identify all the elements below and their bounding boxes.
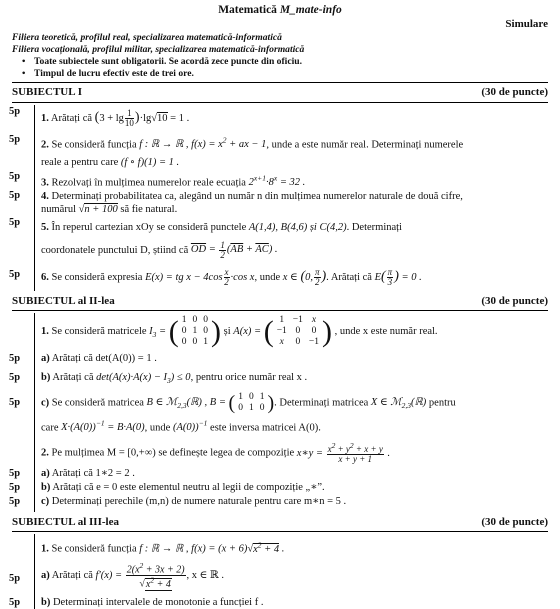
problem-1-1 xyxy=(9,105,548,133)
exam-page xyxy=(9,0,548,609)
problem-1-6 xyxy=(9,260,548,291)
item-tail: . Determinați matricea xyxy=(274,397,369,409)
problem-2-1a xyxy=(9,348,548,365)
section-3-items xyxy=(9,534,548,608)
problem-number: 2. xyxy=(41,447,49,459)
problem-2-2a xyxy=(9,464,548,480)
points: 5p xyxy=(9,217,21,229)
points: 5p xyxy=(9,496,21,508)
problem-text-2: , unde a este număr real. Determinați numerele xyxy=(266,139,464,151)
problem-number: 6. xyxy=(41,271,49,283)
item-line-2b: , unde xyxy=(144,422,171,434)
formula: $2^{x+1}\cdot 8^x = 32$ . xyxy=(248,173,306,189)
item-label: a) xyxy=(41,468,50,480)
problem-3-1a xyxy=(9,556,548,590)
item-tail-2: pentru xyxy=(428,397,456,409)
formula: X ∈ ℳ$_{2,3}$(ℝ) xyxy=(370,397,429,411)
problem-number: 3. xyxy=(41,177,49,189)
section-2-header xyxy=(12,295,548,309)
section-1-title: SUBIECTUL I xyxy=(12,86,83,99)
item-text: Se consideră matricea xyxy=(51,397,144,409)
problem-text-3: coordonatele punctului D, știind că xyxy=(41,244,189,256)
item-text: Arătați că xyxy=(52,372,94,384)
problem-number: 1. xyxy=(41,326,49,338)
section-1-items xyxy=(9,105,548,291)
problem-text: Pe mulțimea M = [0,+∞) se definește legea de compoziție xyxy=(51,447,295,459)
section-3-points: (30 de puncte) xyxy=(481,515,548,528)
points: 5p xyxy=(9,482,21,494)
problem-text-2: . Determinați xyxy=(346,222,402,234)
points: 5p xyxy=(9,372,21,384)
section-2-points: (30 de puncte) xyxy=(481,294,548,307)
points: 5p xyxy=(9,353,21,365)
item-label: a) xyxy=(41,353,50,365)
matrix-i3-values: ( 1 0 0 0 1 0 0 0 1 ) xyxy=(168,314,222,348)
problem-text: Se consideră matricele xyxy=(51,326,147,338)
matrix-b-values: ( 1 0 1 0 1 0 ) xyxy=(228,391,275,414)
problem-number: 1. xyxy=(41,543,49,555)
header-bullet-1: • Toate subiectele sunt obligatorii. Se acordă zece puncte din oficiu. xyxy=(12,56,548,68)
matrix-a-values: ( 1 −1 x −1 0 0 x 0 −1 ) xyxy=(263,314,333,348)
title-sub: M_mate-info xyxy=(279,4,342,16)
problem-text-3: reale a pentru care xyxy=(41,157,119,169)
problem-2-1b xyxy=(9,365,548,386)
problem-2-1 xyxy=(35,313,548,348)
simulare-label: Simulare xyxy=(505,18,548,31)
points: 5p xyxy=(9,268,21,280)
problem-1-4 xyxy=(9,189,548,216)
problem-text: Se consideră funcția xyxy=(51,139,137,151)
problem-text: Se consideră expresia xyxy=(51,271,143,283)
formula: f : ℝ → ℝ , $f(x) = x^2$ + ax − 1 xyxy=(139,135,267,151)
points: 5p xyxy=(9,133,21,145)
page-title xyxy=(12,3,548,17)
header-bullet-2: • Timpul de lucru efectiv este de trei ore. xyxy=(12,68,548,80)
item-text: Determinați intervalele de monotonie a funcției f . xyxy=(52,596,264,608)
problem-text: Arătați că xyxy=(50,112,93,124)
item-tail: , pentru orice număr real x . xyxy=(190,372,308,384)
points: 5p xyxy=(9,572,21,584)
problem-text-2: numărul xyxy=(41,204,76,216)
problem-1-2 xyxy=(9,133,548,170)
header-line-1: Filiera teoretică, profilul real, specializarea matematică-informatică xyxy=(12,32,282,44)
formula: $\det(A(x)\cdot A(x) - I_3) \le 0$ xyxy=(96,372,191,386)
problem-text-3: să fie natural. xyxy=(120,204,178,216)
problem-number: 2. xyxy=(41,139,49,151)
item-text: Arătați că e = 0 este elementul neutru al legii de compoziție „∗”. xyxy=(52,482,325,494)
problem-text-3: . Arătați că xyxy=(326,271,372,283)
problem-tail: , unde x este număr real. xyxy=(334,326,438,338)
formula: $\overline{OD}$ = $\frac{1}{2}$ $(\overline{AB} + \overline{AC})$ . xyxy=(190,239,278,260)
formula: (f ∘ f)(1) = 1 . xyxy=(120,157,180,169)
problem-number: 4. xyxy=(41,191,49,203)
formula: $(A(0))^{-1}$ xyxy=(172,418,208,434)
problem-text: Rezolvați în mulțimea numerelor reale ecuația xyxy=(51,177,246,189)
problem-text-2: , unde xyxy=(254,271,281,283)
formula: E( $\frac{\pi}{3}$ ) = 0 . xyxy=(374,266,422,287)
divider xyxy=(12,531,548,532)
points: 5p xyxy=(9,596,21,608)
problem-2-2b xyxy=(9,480,548,494)
title-main: Matematică xyxy=(218,4,280,16)
problem-text: În reperul cartezian xOy se consideră punctele xyxy=(51,222,247,234)
matrix-a: A(x) = xyxy=(233,326,264,338)
problem-3-1b xyxy=(9,590,548,609)
problem-number: 1. xyxy=(41,112,49,124)
divider xyxy=(12,82,548,83)
item-label: b) xyxy=(41,596,51,608)
problem-2-2c xyxy=(9,494,548,511)
item-line-2: care xyxy=(41,422,59,434)
points: 5p xyxy=(9,396,21,408)
item-label: c) xyxy=(41,496,50,508)
points: 5p xyxy=(9,170,21,182)
item-text: Arătați că det(A(0)) = 1 . xyxy=(51,353,157,365)
section-3-title: SUBIECTUL al III-lea xyxy=(12,515,119,528)
points: 5p xyxy=(9,105,21,117)
section-3-header xyxy=(12,516,548,530)
problem-text: Se consideră funcția xyxy=(51,543,137,555)
item-text: Arătați că 1∗2 = 2 . xyxy=(51,468,135,480)
item-label: b) xyxy=(41,482,51,494)
points: 5p xyxy=(9,468,21,480)
formula: x∗y = $\frac{x^2 + y^2 + x + y}{x + y + 1}$ . xyxy=(296,441,391,465)
header-line-2: Filiera vocațională, profilul militar, specializarea matematică-informatică xyxy=(12,44,305,56)
points: 5p xyxy=(9,190,21,202)
item-label: c) xyxy=(41,397,50,409)
formula: A(1,4), B(4,6) și C(4,2) xyxy=(248,222,347,234)
problem-3-1 xyxy=(35,534,548,556)
formula: $X\cdot(A(0))^{-1} = B\cdot A(0)$ xyxy=(61,418,145,434)
item-text: Arătați că xyxy=(51,570,93,582)
formula: √n + 100 xyxy=(78,204,118,216)
problem-text: Determinați probabilitatea ca, alegând un număr n din mulțimea numerelor naturale de două cifre, xyxy=(51,191,463,203)
formula: (3 + lg $\frac{1}{10}$ )·lg√10 = 1 . xyxy=(94,107,190,128)
problem-2-1c xyxy=(9,386,548,434)
problem-1-5 xyxy=(9,216,548,260)
matrix-i3: $I_3$ = xyxy=(149,326,169,340)
formula: E(x) = tg x − 4cos $\frac{x}{2}$ ·cos x xyxy=(145,266,255,287)
formula: B ∈ ℳ$_{2,3}$(ℝ) , B = xyxy=(146,397,229,411)
section-1-header xyxy=(12,86,548,100)
divider xyxy=(12,102,548,103)
item-line-2c: este inversa matricei A(0). xyxy=(210,422,321,434)
problem-2-2 xyxy=(35,434,548,464)
item-label: a) xyxy=(41,570,50,582)
formula: x ∈ (0, $\frac{\pi}{2}$ ) xyxy=(282,266,327,287)
item-text: Determinați perechile (m,n) de numere naturale pentru care m∗n = 5 . xyxy=(51,496,347,508)
section-1-points: (30 de puncte) xyxy=(481,86,548,99)
problem-1-3 xyxy=(9,170,548,190)
item-tail: , x ∈ ℝ . xyxy=(186,570,225,582)
formula: f′(x) = $\frac{2(x^2 + 3x + 2)}{√x^2 + 4}$ xyxy=(95,560,185,590)
formula: f : ℝ → ℝ , $f(x) = (x + 6)√x^2 + 4$ . xyxy=(139,540,285,555)
problem-number: 5. xyxy=(41,222,49,234)
conj-text: și xyxy=(223,326,231,338)
item-label: b) xyxy=(41,372,51,384)
section-2-items xyxy=(9,313,548,511)
section-2-title: SUBIECTUL al II-lea xyxy=(12,294,115,307)
divider xyxy=(12,310,548,311)
